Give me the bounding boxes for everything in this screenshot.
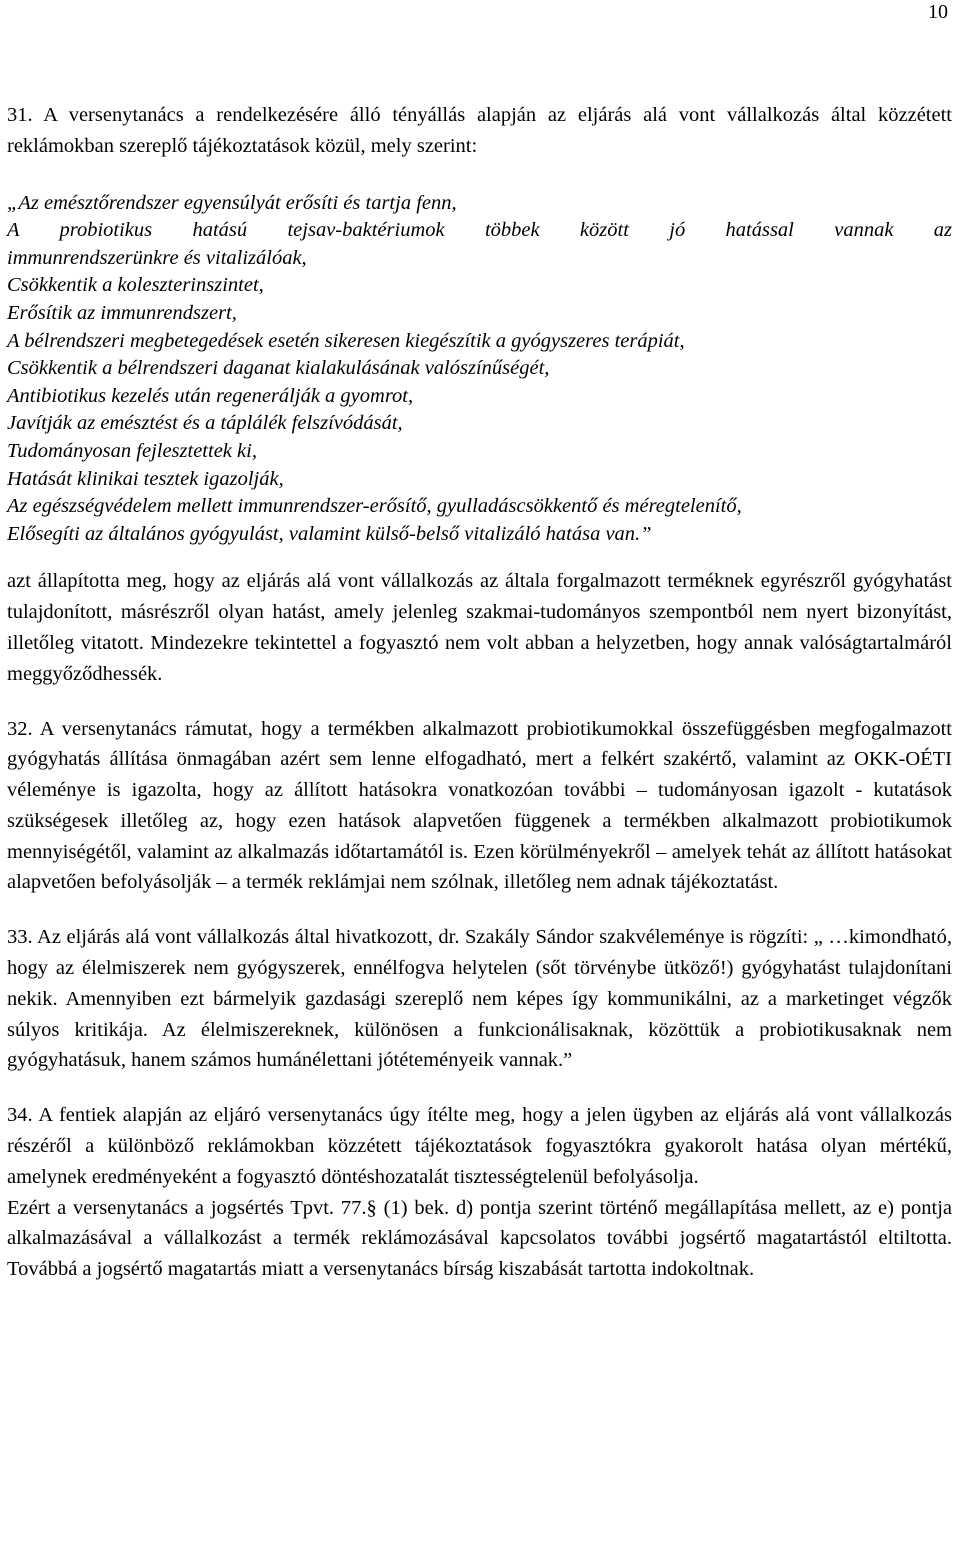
paragraph-32: 32. A versenytanács rámutat, hogy a termékben alkalmazott probiotikumokkal összefüggésben megfogalmazott gyógyhatás állítása önmagában azért sem lenne elfogadható, mert a felkért szakértő, valamint az OKK-OÉTI véleménye is igazolta, hogy az állított hatásokra vonatkozóan további – tudományosan igazolt - kutatások szükségesek illetőleg az, hogy ezen hatások alapvetően függenek a termékben alkalmazott probiotikumok mennyiségétől, valamint az alkalmazás időtartamától is. Ezen körülményekről – amelyek tehát az állított hatásokat alapvetően befolyásolják – a termék reklámjai nem szólnak, illetőleg nem adnak tájékoztatást. — [7, 717, 952, 894]
advertising-claims-quote — [7, 190, 952, 549]
paragraph-34: 34. A fentiek alapján az eljáró versenytanács úgy ítélte meg, hogy a jelen ügyben az eljárás alá vont vállalkozás részéről a különböző reklámokban közzétett tájékoztatások fogyasztókra gyakorolt hatása olyan mértékű, amelynek eredményeként a fogyasztó döntéshozatalát tisztességtelenül befolyásolja. — [7, 1104, 952, 1188]
quote-line: immunrendszerünkre és vitalizálóak, — [7, 246, 307, 269]
quote-line: A bélrendszeri megbetegedések esetén sikeresen kiegészítik a gyógyszeres terápiát, — [7, 329, 685, 352]
paragraph-34-continuation: Ezért a versenytanács a jogsértés Tpvt. 77.§ (1) bek. d) pontja szerint történő megállapítása mellett, az e) pontja alkalmazásával a vállalkozást a termék reklámozásával kapcsolatos további jogsértő magatartástól eltiltotta. Továbbá a jogsértő magatartás miatt a versenytanács bírság kiszabását tartotta indokoltnak. — [7, 1196, 952, 1281]
quote-line: Az egészségvédelem mellett immunrendszer-erősítő, gyulladáscsökkentő és méregtelenítő, — [7, 495, 742, 518]
quote-line: Elősegíti az általános gyógyulást, valamint külső-belső vitalizáló hatása van.” — [7, 522, 652, 545]
quote-line: „Az emésztőrendszer egyensúlyát erősíti és tartja fenn, — [7, 191, 457, 214]
quote-line: Antibiotikus kezelés után regenerálják a gyomrot, — [7, 384, 414, 407]
quote-line: Tudományosan fejlesztettek ki, — [7, 439, 257, 462]
document-body — [7, 100, 952, 1285]
paragraph-31-intro: 31. A versenytanács a rendelkezésére álló tényállás alapján az eljárás alá vont vállalkozás által közzétett reklámokban szereplő tájékoztatások közül, mely szerint: — [7, 104, 952, 157]
page-number: 10 — [928, 1, 948, 23]
quote-line: Erősítik az immunrendszert, — [7, 301, 237, 324]
paragraph-31-conclusion: azt állapította meg, hogy az eljárás alá vont vállalkozás az általa forgalmazott terméknek egyrészről gyógyhatást tulajdonított, másrészről olyan hatást, amely jelenleg szakmai-tudományos szempontból nem nyert bizonyítást, illetőleg vitatott. Mindezekre tekintettel a fogyasztó nem volt abban a helyzetben, hogy annak valóságtartalmáról meggyőződhessék. — [7, 570, 952, 685]
quote-line: A probiotikus hatású tejsav-baktériumok többek között jó hatással vannak az — [7, 219, 952, 242]
quote-line: Csökkentik a bélrendszeri daganat kialakulásának valószínűségét, — [7, 357, 550, 380]
paragraph-33: 33. Az eljárás alá vont vállalkozás által hivatkozott, dr. Szakály Sándor szakvéleménye is rögzíti: „ …kimondható, hogy az élelmiszerek nem gyógyszerek, ennélfogva helytelen (sőt törvénybe ütköző!) gyógyhatást tulajdonítani nekik. Amennyiben ezt bármelyik gazdasági szereplő nem képes így kommunikálni, az a marketinget végzők súlyos kritikája. Az élelmiszereknek, különösen a funkcionálisaknak, közöttük a probiotikusaknak nem gyógyhatásuk, hanem számos humánélettani jótéteményeik vannak.” — [7, 926, 952, 1072]
quote-line: Javítják az emésztést és a táplálék felszívódását, — [7, 412, 403, 435]
quote-line: Hatását klinikai tesztek igazolják, — [7, 467, 284, 490]
quote-line: Csökkentik a koleszterinszintet, — [7, 274, 264, 297]
